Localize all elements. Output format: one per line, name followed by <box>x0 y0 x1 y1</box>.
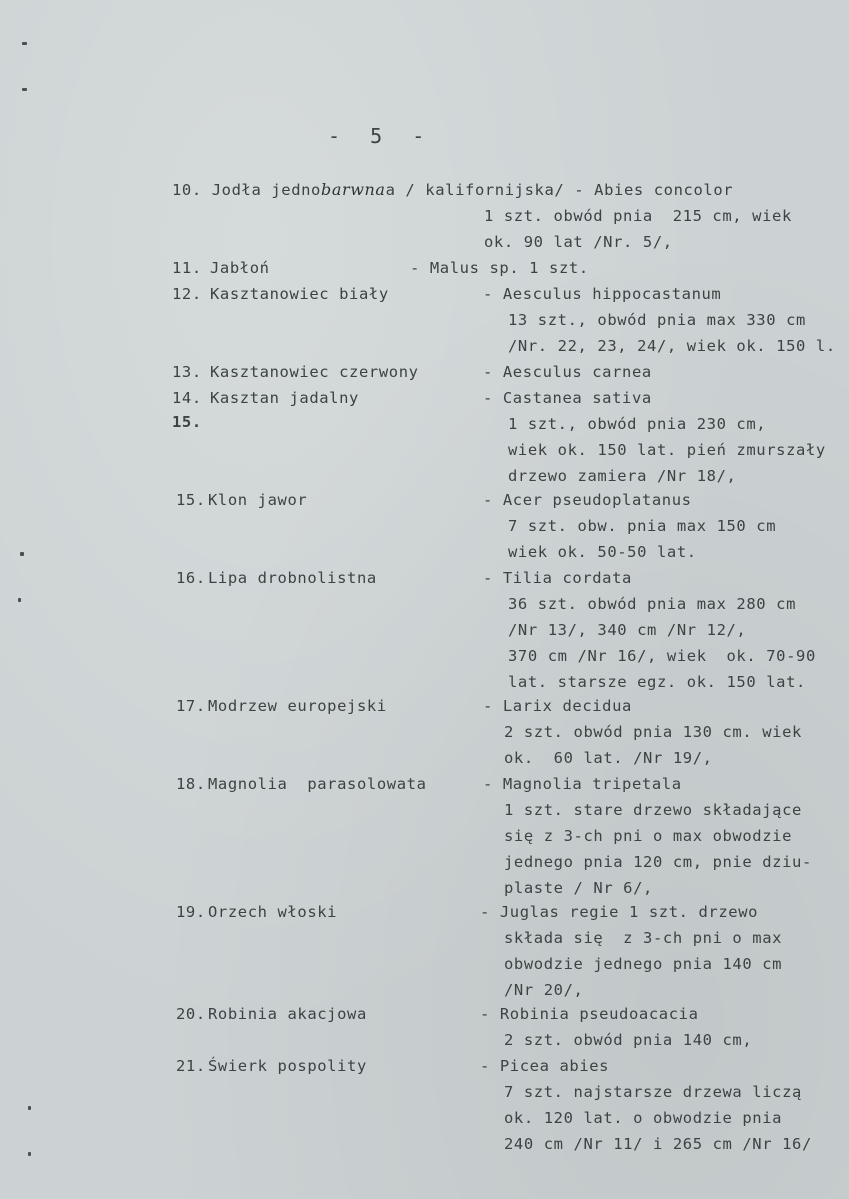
entry-name: Lipa drobnolistna <box>208 569 377 587</box>
entry-detail: 1 szt., obwód pnia 230 cm, <box>508 415 767 433</box>
entry-latin: - Juglas regie 1 szt. drzewo <box>480 903 759 921</box>
entry-number: 16. <box>176 569 206 587</box>
entry-name: Kasztanowiec czerwony <box>210 363 419 381</box>
entry-detail: jednego pnia 120 cm, pnie dziu- <box>504 853 812 871</box>
entry-name: Orzech włoski <box>208 903 338 921</box>
entry-latin: - Robinia pseudoacacia <box>480 1005 699 1023</box>
handwritten-correction: barwna <box>320 180 386 199</box>
entry-detail: ok. 120 lat. o obwodzie pnia <box>504 1109 783 1127</box>
entry-number: 10. <box>172 181 202 199</box>
entry-number: 14. <box>172 389 202 407</box>
entry-latin: - Aesculus carnea <box>483 363 652 381</box>
entry-name: Robinia akacjowa <box>208 1005 367 1023</box>
entry-detail: plaste / Nr 6/, <box>504 879 653 897</box>
entry-name: Jabłoń <box>210 259 270 277</box>
entry-latin: - Larix decidua <box>483 697 632 715</box>
entry-name: Klon jawor <box>208 491 308 509</box>
entry-detail: ok. 60 lat. /Nr 19/, <box>504 749 713 767</box>
entry-detail: ok. 90 lat /Nr. 5/, <box>484 233 673 251</box>
entry-detail: obwodzie jednego pnia 140 cm <box>504 955 783 973</box>
entry-latin: - Picea abies <box>480 1057 610 1075</box>
entry-latin: - Acer pseudoplatanus <box>483 491 692 509</box>
margin-mark <box>28 1152 31 1156</box>
entry-latin: - Aesculus hippocastanum <box>483 285 722 303</box>
margin-mark <box>22 42 27 45</box>
stray-number: 15. <box>172 413 202 431</box>
entry-detail: /Nr 13/, 340 cm /Nr 12/, <box>508 621 747 639</box>
entry-name-typed: Jodła jedno <box>211 181 321 199</box>
entry-number: 12. <box>172 285 202 303</box>
entry-name-typed: a / kalifornijska/ <box>385 181 565 199</box>
entry-detail: się z 3-ch pni o max obwodzie <box>504 827 793 845</box>
entry-detail: 7 szt. obw. pnia max 150 cm <box>508 517 777 535</box>
entry-detail: wiek ok. 50-50 lat. <box>508 543 697 561</box>
entry-10-heading <box>172 180 733 200</box>
entry-detail: 1 szt. stare drzewo składające <box>504 801 802 819</box>
entry-number: 15. <box>176 491 206 509</box>
entry-detail: 7 szt. najstarsze drzewa liczą <box>504 1083 802 1101</box>
entry-number: 17. <box>176 697 206 715</box>
margin-mark <box>28 1106 31 1110</box>
entry-detail: /Nr 20/, <box>504 981 584 999</box>
entry-detail: drzewo zamiera /Nr 18/, <box>508 467 737 485</box>
entry-name: Kasztanowiec biały <box>210 285 389 303</box>
entry-number: 11. <box>172 259 202 277</box>
entry-latin: - Castanea sativa <box>483 389 652 407</box>
entry-detail: 370 cm /Nr 16/, wiek ok. 70-90 <box>508 647 816 665</box>
entry-detail: /Nr. 22, 23, 24/, wiek ok. 150 l. <box>508 337 836 355</box>
entry-name: Modrzew europejski <box>208 697 387 715</box>
entry-detail: wiek ok. 150 lat. pień zmurszały <box>508 441 826 459</box>
entry-name: Kasztan jadalny <box>210 389 359 407</box>
entry-detail: 2 szt. obwód pnia 140 cm, <box>504 1031 753 1049</box>
entry-latin: - Malus sp. 1 szt. <box>410 259 589 277</box>
entry-number: 21. <box>176 1057 206 1075</box>
entry-number: 19. <box>176 903 206 921</box>
entry-detail: 36 szt. obwód pnia max 280 cm <box>508 595 797 613</box>
entry-detail: składa się z 3-ch pni o max <box>504 929 783 947</box>
entry-name: Świerk pospolity <box>208 1057 367 1075</box>
entry-detail: 1 szt. obwód pnia 215 cm, wiek <box>484 207 792 225</box>
margin-mark <box>18 598 21 602</box>
entry-number: 20. <box>176 1005 206 1023</box>
entry-detail: 240 cm /Nr 11/ i 265 cm /Nr 16/ <box>504 1135 812 1153</box>
entry-number: 18. <box>176 775 206 793</box>
margin-mark <box>20 552 24 556</box>
entry-detail: lat. starsze egz. ok. 150 lat. <box>508 673 806 691</box>
entry-name: Magnolia parasolowata <box>208 775 427 793</box>
entry-detail: 13 szt., obwód pnia max 330 cm <box>508 311 806 329</box>
entry-latin: - Magnolia tripetala <box>483 775 682 793</box>
page-number: - 5 - <box>328 124 427 148</box>
entry-number: 13. <box>172 363 202 381</box>
entry-latin: - Tilia cordata <box>483 569 632 587</box>
margin-mark <box>22 88 27 91</box>
entry-detail: 2 szt. obwód pnia 130 cm. wiek <box>504 723 802 741</box>
entry-latin: - Abies concolor <box>574 181 734 199</box>
